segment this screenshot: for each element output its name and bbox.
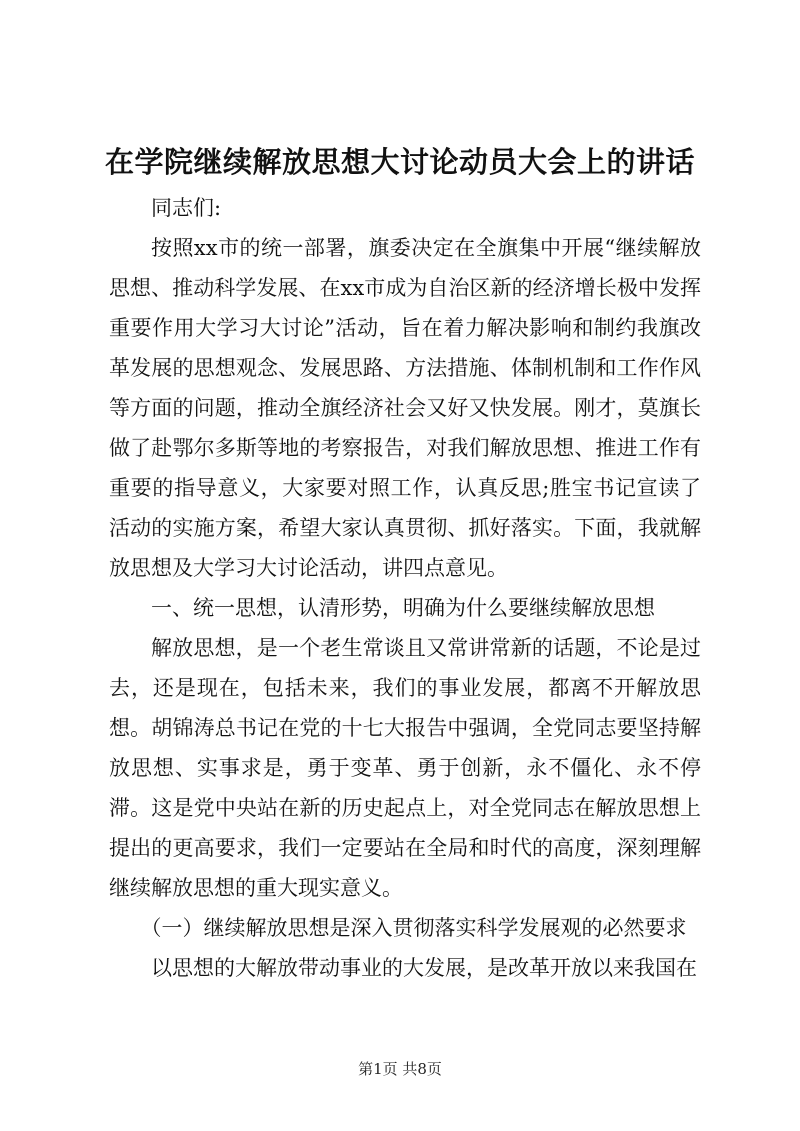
section-heading: 一、统一思想，认清形势，明确为什么要继续解放思想 xyxy=(151,596,655,620)
body-paragraph: 解放思想，是一个老生常谈且又常讲常新的话题，不论是过去，还是现在，包括未来，我们的事业发展，都离不开解放思想。胡锦涛总书记在党的十七大报告中强调，全党同志要坚持解放思想、实事求是，勇于变革、勇于创新，永不僵化、永不停滞。这是党中央站在新的历史起点上，对全党同志在解放思想上提出的更高要求，我们一定要站在全局和时代的高度，深刻理解继续解放思想的重大现实意义。 xyxy=(109,636,701,900)
body-paragraph: 按照xx市的统一部署，旗委决定在全旗集中开展“继续解放思想、推动科学发展、在xx市成为自治区新的经济增长极中发挥重要作用大学习大讨论”活动，旨在着力解决影响和制约我旗改革发展的思想观念、发展思路、方法措施、体制机制和工作作风等方面的问题，推动全旗经济社会又好又快发展。刚才，莫旗长做了赴鄂尔多斯等地的考察报告，对我们解放思想、推进工作有重要的指导意义，大家要对照工作，认真反思;胜宝书记宣读了活动的实施方案，希望大家认真贯彻、抓好落实。下面，我就解放思想及大学习大讨论活动，讲四点意见。 xyxy=(109,236,701,580)
page-number-footer: 第1页 共8页 xyxy=(358,1060,442,1078)
body-paragraph: 以思想的大解放带动事业的大发展，是改革开放以来我国在 xyxy=(151,956,697,980)
greeting-paragraph: 同志们: xyxy=(151,196,222,220)
document-title: 在学院继续解放思想大讨论动员大会上的讲话 xyxy=(104,145,695,179)
subsection-heading: （一）继续解放思想是深入贯彻落实科学发展观的必然要求 xyxy=(140,916,687,940)
document-body xyxy=(109,188,701,988)
